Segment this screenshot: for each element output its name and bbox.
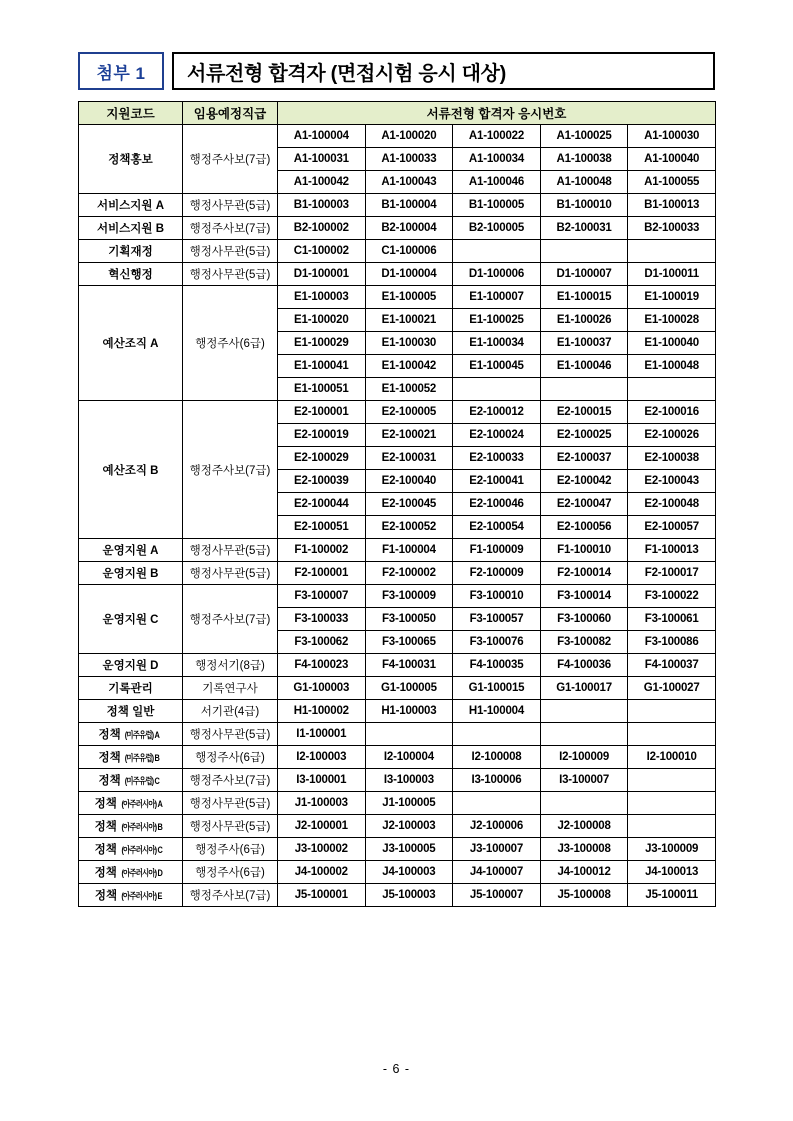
cell-exam-number: E1-100037 [540, 332, 628, 355]
cell-exam-number: F3-100014 [540, 585, 628, 608]
cell-exam-number: H1-100004 [453, 700, 541, 723]
cell-application-code: 정책 (아주러시아) A [79, 792, 183, 815]
cell-exam-number: F2-100014 [540, 562, 628, 585]
cell-exam-number: E1-100007 [453, 286, 541, 309]
table-row [79, 723, 716, 746]
cell-exam-number: E1-100021 [365, 309, 453, 332]
cell-exam-number: B2-100004 [365, 217, 453, 240]
cell-exam-number: I2-100009 [540, 746, 628, 769]
cell-exam-number: E1-100041 [278, 355, 366, 378]
cell-exam-number: E1-100003 [278, 286, 366, 309]
cell-appointment-rank: 행정사무관(5급) [183, 240, 278, 263]
cell-application-code: 정책홍보 [79, 125, 183, 194]
cell-exam-number: E2-100026 [628, 424, 716, 447]
cell-application-code-sub: (아주러시아) C [121, 845, 162, 855]
cell-application-code: 운영지원 C [79, 585, 183, 654]
cell-exam-number: J5-100011 [628, 884, 716, 907]
cell-exam-number: A1-100030 [628, 125, 716, 148]
cell-exam-number: J3-100009 [628, 838, 716, 861]
table-row [79, 861, 716, 884]
cell-exam-number: F3-100062 [278, 631, 366, 654]
attachment-badge [78, 52, 164, 90]
cell-application-code: 정책 (미주유럽) A [79, 723, 183, 746]
cell-exam-number: E2-100038 [628, 447, 716, 470]
table-row [79, 562, 716, 585]
cell-exam-number: I3-100001 [278, 769, 366, 792]
cell-exam-number: E1-100030 [365, 332, 453, 355]
page-number: - 6 - [382, 1062, 411, 1076]
cell-exam-number: E2-100056 [540, 516, 628, 539]
cell-appointment-rank: 기록연구사 [183, 677, 278, 700]
cell-exam-number: E2-100024 [453, 424, 541, 447]
cell-exam-number: E1-100026 [540, 309, 628, 332]
cell-exam-number: A1-100034 [453, 148, 541, 171]
cell-appointment-rank: 행정사무관(5급) [183, 723, 278, 746]
cell-exam-number: B1-100003 [278, 194, 366, 217]
cell-exam-number: F3-100033 [278, 608, 366, 631]
cell-exam-number: I2-100004 [365, 746, 453, 769]
cell-application-code-sub: (미주유럽) C [124, 776, 159, 786]
cell-exam-number: J3-100005 [365, 838, 453, 861]
cell-exam-number: J5-100003 [365, 884, 453, 907]
table-row [79, 539, 716, 562]
cell-exam-number: I3-100003 [365, 769, 453, 792]
cell-empty [628, 240, 716, 263]
cell-empty [628, 769, 716, 792]
cell-exam-number: F3-100061 [628, 608, 716, 631]
cell-exam-number: C1-100002 [278, 240, 366, 263]
cell-empty [540, 700, 628, 723]
cell-exam-number: G1-100003 [278, 677, 366, 700]
table-row [79, 884, 716, 907]
cell-exam-number: E1-100028 [628, 309, 716, 332]
cell-exam-number: D1-100011 [628, 263, 716, 286]
cell-empty [453, 378, 541, 401]
cell-exam-number: E1-100005 [365, 286, 453, 309]
attachment-badge-label: 첨부 1 [96, 63, 146, 83]
cell-exam-number: F2-100001 [278, 562, 366, 585]
cell-exam-number: A1-100033 [365, 148, 453, 171]
cell-application-code: 기획재정 [79, 240, 183, 263]
cell-exam-number: F2-100017 [628, 562, 716, 585]
cell-exam-number: E2-100021 [365, 424, 453, 447]
cell-application-code-sub: (미주유럽) A [124, 730, 159, 740]
cell-empty [365, 723, 453, 746]
cell-application-code: 서비스지원 B [79, 217, 183, 240]
cell-application-code: 정책 (아주러시아) C [79, 838, 183, 861]
cell-exam-number: E2-100019 [278, 424, 366, 447]
cell-exam-number: E2-100045 [365, 493, 453, 516]
cell-exam-number: F2-100009 [453, 562, 541, 585]
cell-exam-number: H1-100003 [365, 700, 453, 723]
cell-exam-number: J4-100007 [453, 861, 541, 884]
cell-exam-number: J1-100003 [278, 792, 366, 815]
cell-exam-number: A1-100048 [540, 171, 628, 194]
cell-appointment-rank: 행정주사보(7급) [183, 585, 278, 654]
cell-exam-number: E1-100020 [278, 309, 366, 332]
cell-application-code: 혁신행정 [79, 263, 183, 286]
cell-exam-number: A1-100043 [365, 171, 453, 194]
cell-application-code-sub: (미주유럽) B [124, 753, 159, 763]
cell-application-code: 정책 (아주러시아) D [79, 861, 183, 884]
cell-exam-number: A1-100004 [278, 125, 366, 148]
cell-exam-number: A1-100042 [278, 171, 366, 194]
cell-appointment-rank: 행정주사(6급) [183, 861, 278, 884]
document-title-box [172, 52, 715, 90]
cell-exam-number: F4-100036 [540, 654, 628, 677]
cell-appointment-rank: 행정주사보(7급) [183, 884, 278, 907]
cell-exam-number: F3-100010 [453, 585, 541, 608]
cell-exam-number: H1-100002 [278, 700, 366, 723]
cell-exam-number: E2-100048 [628, 493, 716, 516]
cell-exam-number: J3-100002 [278, 838, 366, 861]
cell-application-code: 예산조직 A [79, 286, 183, 401]
cell-application-code: 운영지원 B [79, 562, 183, 585]
table-row [79, 217, 716, 240]
cell-exam-number: F3-100065 [365, 631, 453, 654]
cell-appointment-rank: 행정사무관(5급) [183, 562, 278, 585]
cell-empty [628, 378, 716, 401]
cell-exam-number: F3-100082 [540, 631, 628, 654]
table-row [79, 746, 716, 769]
cell-empty [540, 240, 628, 263]
cell-empty [540, 378, 628, 401]
cell-empty [628, 700, 716, 723]
cell-exam-number: E2-100039 [278, 470, 366, 493]
cell-exam-number: D1-100006 [453, 263, 541, 286]
cell-exam-number: F3-100086 [628, 631, 716, 654]
cell-exam-number: D1-100007 [540, 263, 628, 286]
cell-empty [628, 723, 716, 746]
cell-appointment-rank: 서기관(4급) [183, 700, 278, 723]
cell-exam-number: J4-100013 [628, 861, 716, 884]
cell-exam-number: I3-100007 [540, 769, 628, 792]
cell-application-code: 예산조직 B [79, 401, 183, 539]
cell-exam-number: E2-100025 [540, 424, 628, 447]
cell-appointment-rank: 행정사무관(5급) [183, 815, 278, 838]
cell-exam-number: E2-100029 [278, 447, 366, 470]
cell-exam-number: J5-100007 [453, 884, 541, 907]
cell-exam-number: E1-100019 [628, 286, 716, 309]
cell-exam-number: B2-100002 [278, 217, 366, 240]
table-body [79, 125, 716, 907]
table-row [79, 240, 716, 263]
cell-exam-number: F1-100002 [278, 539, 366, 562]
column-header-numbers: 서류전형 합격자 응시번호 [278, 102, 716, 125]
cell-exam-number: A1-100025 [540, 125, 628, 148]
cell-empty [453, 240, 541, 263]
cell-application-code: 정책 (미주유럽) B [79, 746, 183, 769]
cell-exam-number: E2-100042 [540, 470, 628, 493]
cell-exam-number: E2-100046 [453, 493, 541, 516]
cell-exam-number: E1-100015 [540, 286, 628, 309]
cell-exam-number: B2-100033 [628, 217, 716, 240]
cell-appointment-rank: 행정주사보(7급) [183, 769, 278, 792]
cell-exam-number: A1-100040 [628, 148, 716, 171]
cell-exam-number: E1-100051 [278, 378, 366, 401]
cell-exam-number: A1-100038 [540, 148, 628, 171]
cell-exam-number: F3-100050 [365, 608, 453, 631]
cell-exam-number: E2-100016 [628, 401, 716, 424]
cell-exam-number: F1-100010 [540, 539, 628, 562]
cell-exam-number: A1-100022 [453, 125, 541, 148]
cell-exam-number: E2-100047 [540, 493, 628, 516]
cell-exam-number: B1-100004 [365, 194, 453, 217]
cell-exam-number: F1-100009 [453, 539, 541, 562]
cell-exam-number: E2-100005 [365, 401, 453, 424]
cell-appointment-rank: 행정사무관(5급) [183, 539, 278, 562]
cell-application-code: 정책 (아주러시아) E [79, 884, 183, 907]
cell-exam-number: F3-100009 [365, 585, 453, 608]
cell-application-code-sub: (아주러시아) E [121, 891, 162, 901]
cell-exam-number: F3-100060 [540, 608, 628, 631]
cell-exam-number: F4-100035 [453, 654, 541, 677]
cell-application-code-sub: (아주러시아) B [121, 822, 162, 832]
cell-exam-number: J2-100003 [365, 815, 453, 838]
table-row [79, 585, 716, 608]
cell-appointment-rank: 행정사무관(5급) [183, 263, 278, 286]
cell-exam-number: E2-100051 [278, 516, 366, 539]
cell-appointment-rank: 행정주사(6급) [183, 746, 278, 769]
cell-exam-number: E1-100046 [540, 355, 628, 378]
cell-exam-number: E2-100054 [453, 516, 541, 539]
cell-exam-number: F3-100007 [278, 585, 366, 608]
cell-exam-number: E2-100052 [365, 516, 453, 539]
cell-exam-number: E2-100012 [453, 401, 541, 424]
cell-exam-number: G1-100027 [628, 677, 716, 700]
cell-empty [453, 792, 541, 815]
cell-exam-number: J2-100006 [453, 815, 541, 838]
cell-exam-number: F3-100022 [628, 585, 716, 608]
cell-exam-number: E2-100041 [453, 470, 541, 493]
cell-exam-number: I2-100010 [628, 746, 716, 769]
cell-exam-number: B1-100010 [540, 194, 628, 217]
cell-exam-number: E2-100037 [540, 447, 628, 470]
cell-exam-number: J2-100008 [540, 815, 628, 838]
cell-exam-number: D1-100001 [278, 263, 366, 286]
cell-exam-number: B2-100005 [453, 217, 541, 240]
table-row [79, 263, 716, 286]
document-title-row [78, 52, 715, 90]
cell-exam-number: E2-100040 [365, 470, 453, 493]
cell-application-code: 정책 (미주유럽) C [79, 769, 183, 792]
cell-exam-number: F1-100013 [628, 539, 716, 562]
column-header-rank: 임용예정직급 [183, 102, 278, 125]
cell-exam-number: B1-100005 [453, 194, 541, 217]
cell-empty [628, 815, 716, 838]
cell-empty [628, 792, 716, 815]
cell-exam-number: A1-100055 [628, 171, 716, 194]
cell-exam-number: E2-100015 [540, 401, 628, 424]
cell-exam-number: J5-100008 [540, 884, 628, 907]
cell-exam-number: G1-100005 [365, 677, 453, 700]
page-title: 서류전형 합격자 (면접시험 응시 대상) [187, 62, 507, 85]
cell-exam-number: E1-100025 [453, 309, 541, 332]
table-row [79, 815, 716, 838]
cell-application-code: 운영지원 D [79, 654, 183, 677]
table-row [79, 838, 716, 861]
cell-exam-number: J4-100003 [365, 861, 453, 884]
cell-exam-number: G1-100017 [540, 677, 628, 700]
cell-empty [540, 723, 628, 746]
cell-exam-number: I3-100006 [453, 769, 541, 792]
table-row [79, 654, 716, 677]
cell-exam-number: F4-100031 [365, 654, 453, 677]
cell-application-code: 정책 (아주러시아) B [79, 815, 183, 838]
cell-application-code: 정책 일반 [79, 700, 183, 723]
cell-exam-number: E2-100033 [453, 447, 541, 470]
cell-exam-number: D1-100004 [365, 263, 453, 286]
column-header-code: 지원코드 [79, 102, 183, 125]
cell-exam-number: C1-100006 [365, 240, 453, 263]
table-row [79, 194, 716, 217]
cell-exam-number: F1-100004 [365, 539, 453, 562]
cell-exam-number: I2-100003 [278, 746, 366, 769]
cell-exam-number: I1-100001 [278, 723, 366, 746]
cell-appointment-rank: 행정주사보(7급) [183, 217, 278, 240]
cell-application-code-sub: (아주러시아) D [121, 868, 162, 878]
cell-exam-number: B2-100031 [540, 217, 628, 240]
cell-empty [453, 723, 541, 746]
cell-exam-number: A1-100020 [365, 125, 453, 148]
cell-exam-number: E1-100040 [628, 332, 716, 355]
table-header-row [79, 102, 716, 125]
cell-exam-number: E1-100052 [365, 378, 453, 401]
cell-appointment-rank: 행정사무관(5급) [183, 194, 278, 217]
cell-exam-number: F4-100037 [628, 654, 716, 677]
cell-application-code-sub: (아주러시아) A [121, 799, 162, 809]
cell-application-code: 서비스지원 A [79, 194, 183, 217]
cell-appointment-rank: 행정주사(6급) [183, 286, 278, 401]
table-row [79, 286, 716, 309]
table-row [79, 125, 716, 148]
cell-exam-number: E2-100057 [628, 516, 716, 539]
cell-exam-number: A1-100046 [453, 171, 541, 194]
table-row [79, 401, 716, 424]
cell-exam-number: F3-100076 [453, 631, 541, 654]
cell-exam-number: F4-100023 [278, 654, 366, 677]
cell-appointment-rank: 행정주사(6급) [183, 838, 278, 861]
cell-exam-number: J5-100001 [278, 884, 366, 907]
cell-appointment-rank: 행정서기(8급) [183, 654, 278, 677]
cell-appointment-rank: 행정주사보(7급) [183, 401, 278, 539]
cell-exam-number: J2-100001 [278, 815, 366, 838]
cell-exam-number: J1-100005 [365, 792, 453, 815]
cell-application-code: 운영지원 A [79, 539, 183, 562]
table-header [79, 102, 716, 125]
cell-exam-number: E1-100029 [278, 332, 366, 355]
page-footer [0, 1062, 793, 1076]
cell-exam-number: E2-100031 [365, 447, 453, 470]
cell-exam-number: F3-100057 [453, 608, 541, 631]
successful-applicants-table [78, 101, 716, 907]
cell-exam-number: E2-100044 [278, 493, 366, 516]
cell-application-code: 기록관리 [79, 677, 183, 700]
table-row [79, 677, 716, 700]
cell-exam-number: J3-100008 [540, 838, 628, 861]
cell-exam-number: I2-100008 [453, 746, 541, 769]
cell-exam-number: E1-100045 [453, 355, 541, 378]
table-row [79, 700, 716, 723]
cell-appointment-rank: 행정주사보(7급) [183, 125, 278, 194]
cell-exam-number: J4-100012 [540, 861, 628, 884]
table-row [79, 769, 716, 792]
cell-exam-number: B1-100013 [628, 194, 716, 217]
cell-empty [540, 792, 628, 815]
cell-exam-number: E2-100001 [278, 401, 366, 424]
cell-exam-number: J3-100007 [453, 838, 541, 861]
cell-exam-number: J4-100002 [278, 861, 366, 884]
cell-exam-number: G1-100015 [453, 677, 541, 700]
cell-exam-number: F2-100002 [365, 562, 453, 585]
cell-exam-number: E1-100042 [365, 355, 453, 378]
cell-exam-number: E1-100034 [453, 332, 541, 355]
cell-exam-number: A1-100031 [278, 148, 366, 171]
cell-exam-number: E2-100043 [628, 470, 716, 493]
table-row [79, 792, 716, 815]
cell-appointment-rank: 행정사무관(5급) [183, 792, 278, 815]
cell-exam-number: E1-100048 [628, 355, 716, 378]
